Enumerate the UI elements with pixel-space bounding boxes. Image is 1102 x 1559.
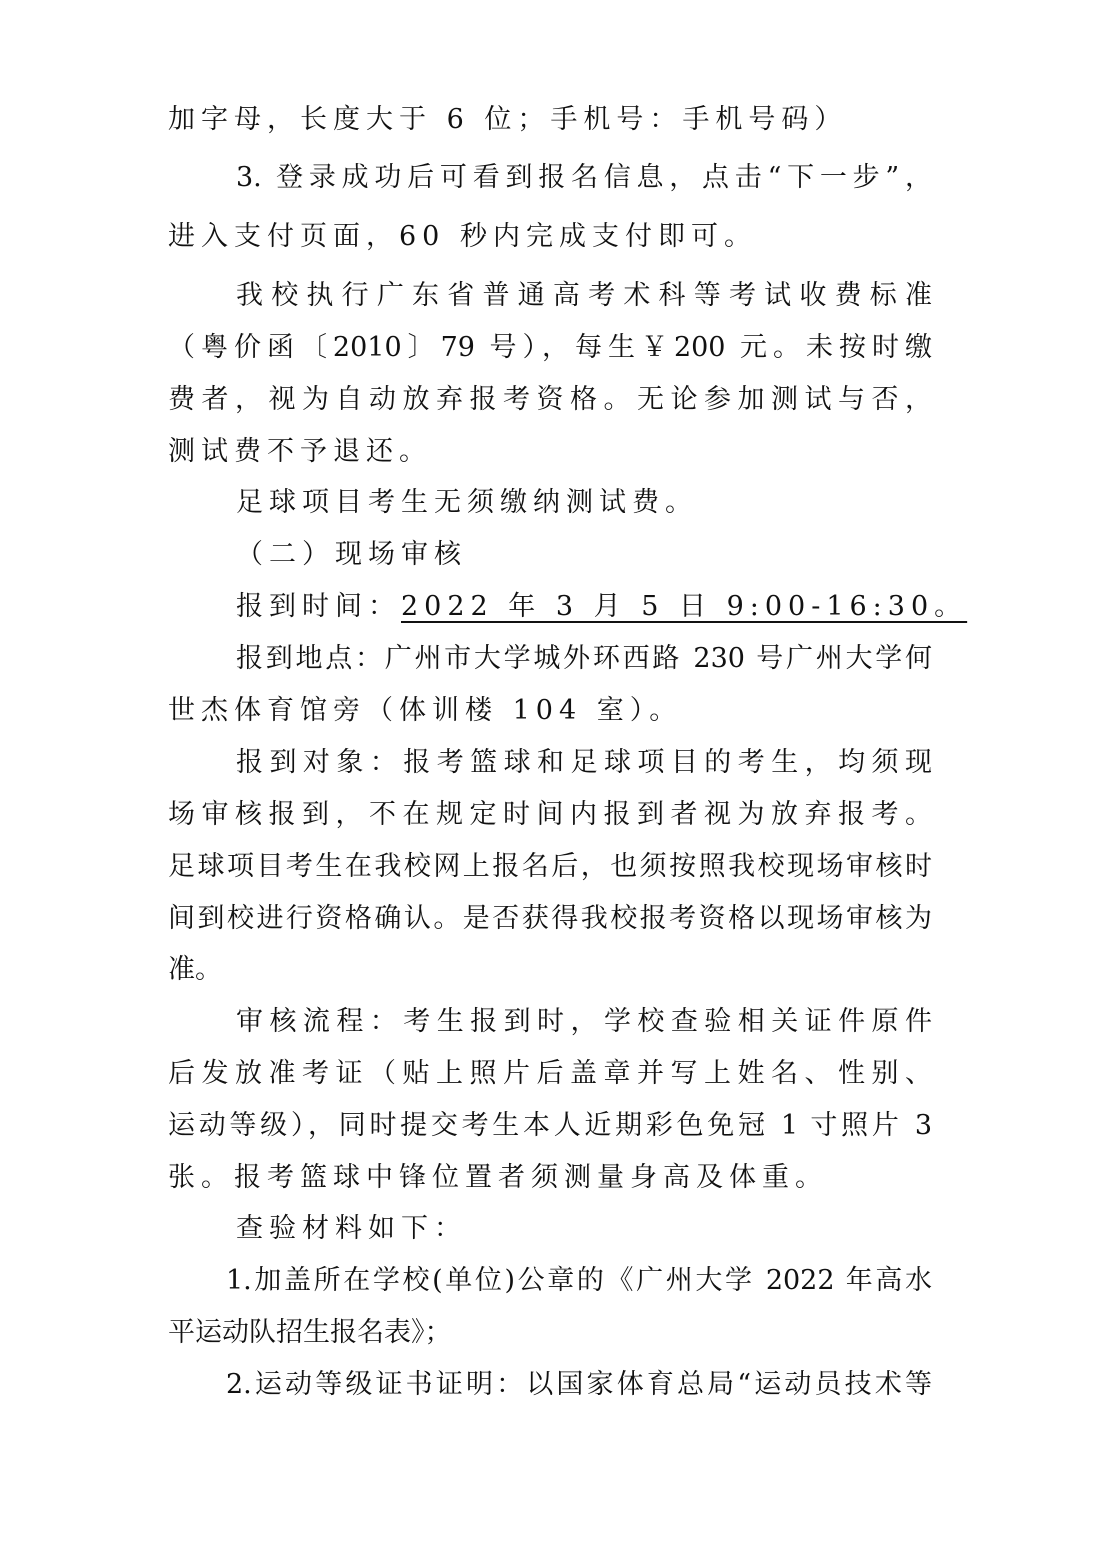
text-line: 间到校进行资格确认。是否获得我校报考资格以现场审核为 <box>168 903 932 934</box>
section-heading: （二）现场审核 <box>236 539 467 570</box>
text-line: 费者，视为自动放弃报考资格。无论参加测试与否， <box>168 384 932 415</box>
text-line: 3. 登录成功后可看到报名信息，点击“下一步”， <box>236 162 932 193</box>
text-line: 场审核报到，不在规定时间内报到者视为放弃报考。 <box>168 799 932 830</box>
text-line: 我校执行广东省普通高考术科等考试收费标准 <box>236 280 932 311</box>
list-item: 2.运动等级证书证明：以国家体育总局“运动员技术等 <box>226 1369 932 1400</box>
text-line: 平运动队招生报名表》； <box>168 1317 452 1348</box>
text-line: 审核流程：考生报到时，学校查验相关证件原件 <box>236 1006 932 1037</box>
text-line: 世杰体育馆旁（体训楼 104 室）。 <box>168 695 683 726</box>
text-line: 查验材料如下： <box>236 1213 467 1244</box>
text-line: 加字母，长度大于 6 位；手机号：手机号码） <box>168 104 848 135</box>
report-time-value: 2022 年 3 月 5 日 9:00-16:30。 <box>401 591 968 622</box>
text-line: 准。 <box>168 954 222 985</box>
report-time-line <box>236 589 967 625</box>
text-line: 运动等级），同时提交考生本人近期彩色免冠 1 寸照片 3 <box>168 1110 932 1141</box>
text-line: 足球项目考生无须缴纳测试费。 <box>236 487 698 518</box>
text-line: （粤价函〔2010〕79 号），每生￥200 元。未按时缴 <box>168 332 932 363</box>
text-line: 报到地点：广州市大学城外环西路 230 号广州大学何 <box>236 643 932 674</box>
text-line: 后发放准考证（贴上照片后盖章并写上姓名、性别、 <box>168 1058 932 1089</box>
text-line: 进入支付页面，60 秒内完成支付即可。 <box>168 221 757 252</box>
text-line: 报到对象：报考篮球和足球项目的考生，均须现 <box>236 747 932 778</box>
text-line: 测试费不予退还。 <box>168 436 432 467</box>
list-item: 1.加盖所在学校(单位)公章的《广州大学 2022 年高水 <box>226 1265 932 1296</box>
report-time-label: 报到时间： <box>236 591 401 622</box>
text-line: 张。报考篮球中锋位置者须测量身高及体重。 <box>168 1162 828 1193</box>
text-line: 足球项目考生在我校网上报名后，也须按照我校现场审核时 <box>168 851 932 882</box>
